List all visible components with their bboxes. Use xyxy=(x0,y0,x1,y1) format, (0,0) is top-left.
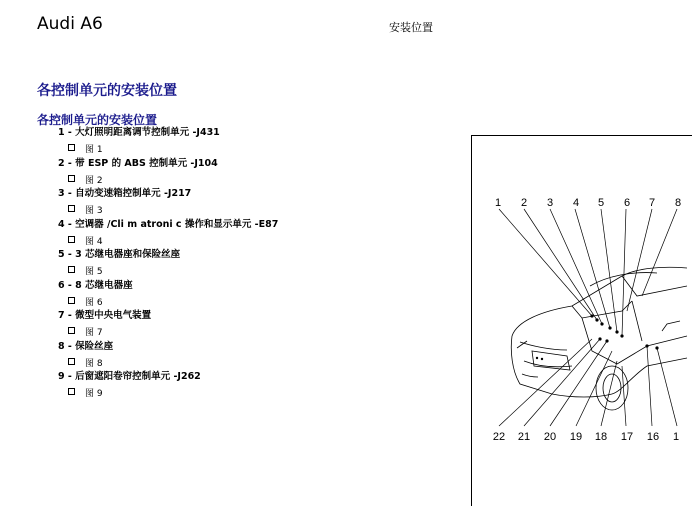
callout-label: 7 xyxy=(648,197,656,209)
car-line-drawing xyxy=(472,136,692,506)
figure-link[interactable] xyxy=(68,327,103,339)
toc-entry-link[interactable]: 3 - 自动变速箱控制单元 -J217 xyxy=(58,188,192,199)
figure-link-label: 图 2 xyxy=(85,175,103,186)
callout-label: 22 xyxy=(492,431,506,443)
toc-item xyxy=(58,280,438,311)
figure-link-label: 图 6 xyxy=(85,297,103,308)
figure-link-label: 图 1 xyxy=(85,145,103,155)
callout-label: 17 xyxy=(620,431,634,443)
bullet-square-icon xyxy=(68,175,75,182)
figure-link-label: 图 4 xyxy=(85,236,103,247)
toc-entry-link[interactable]: 6 - 8 芯继电器座 xyxy=(58,279,133,291)
figure-link[interactable] xyxy=(68,297,103,309)
toc-entry-link[interactable]: 1 - 大灯照明距离调节控制单元 -J431 xyxy=(58,127,220,138)
bullet-square-icon xyxy=(68,388,75,395)
bullet-square-icon xyxy=(68,266,75,273)
figure-link[interactable] xyxy=(68,236,103,248)
bullet-square-icon xyxy=(68,205,75,212)
toc-entry-link[interactable]: 9 - 后窗遮阳卷帘控制单元 -J262 xyxy=(58,371,201,382)
callout-label: 20 xyxy=(543,431,557,443)
document-model-header: Audi A6 xyxy=(37,14,103,34)
figure-link-label: 图 3 xyxy=(85,206,103,216)
callout-label: 16 xyxy=(646,431,660,443)
toc-item xyxy=(58,127,438,158)
bullet-square-icon xyxy=(68,297,75,304)
section-title[interactable]: 各控制单元的安装位置 xyxy=(37,113,158,127)
page-title: 各控制单元的安装位置 xyxy=(37,83,177,99)
control-unit-location-figure xyxy=(471,135,692,506)
callout-label: 18 xyxy=(594,431,608,443)
callout-label: 3 xyxy=(546,197,554,209)
toc-entry-link[interactable]: 2 - 带 ESP 的 ABS 控制单元 -J104 xyxy=(58,157,218,169)
toc-item xyxy=(58,188,438,219)
toc-list xyxy=(58,127,438,402)
bullet-square-icon xyxy=(68,236,75,243)
figure-link[interactable] xyxy=(68,358,103,370)
toc-entry-link[interactable]: 4 - 空调器 /Cli m atroni c 操作和显示单元 -E87 xyxy=(58,218,279,230)
document-section-header: 安装位置 xyxy=(389,21,433,34)
toc-item xyxy=(58,158,438,189)
figure-link-label: 图 5 xyxy=(85,267,103,277)
toc-entry-link[interactable]: 5 - 3 芯继电器座和保险丝座 xyxy=(58,249,181,260)
bullet-square-icon xyxy=(68,144,75,151)
figure-link-label: 图 8 xyxy=(85,358,103,369)
toc-entry-link[interactable]: 7 - 微型中央电气装置 xyxy=(58,310,152,321)
figure-link[interactable] xyxy=(68,266,103,278)
figure-link[interactable] xyxy=(68,205,103,217)
figure-link-label: 图 9 xyxy=(85,389,103,399)
toc-entry-link[interactable]: 8 - 保险丝座 xyxy=(58,340,114,352)
callout-label: 21 xyxy=(517,431,531,443)
callout-label: 19 xyxy=(569,431,583,443)
toc-item xyxy=(58,219,438,250)
callout-leader-lines xyxy=(499,209,677,426)
callout-label: 1 xyxy=(672,431,680,443)
toc-item xyxy=(58,341,438,372)
toc-item xyxy=(58,371,438,402)
callout-label: 2 xyxy=(520,197,528,209)
bullet-square-icon xyxy=(68,358,75,365)
toc-item xyxy=(58,310,438,341)
callout-label: 1 xyxy=(494,197,502,209)
callout-label: 5 xyxy=(597,197,605,209)
toc-item xyxy=(58,249,438,280)
figure-link[interactable] xyxy=(68,388,103,400)
figure-link[interactable] xyxy=(68,144,103,156)
callout-label: 6 xyxy=(623,197,631,209)
callout-label: 4 xyxy=(572,197,580,209)
figure-link[interactable] xyxy=(68,175,103,187)
bullet-square-icon xyxy=(68,327,75,334)
callout-label: 8 xyxy=(674,197,682,209)
figure-link-label: 图 7 xyxy=(85,328,103,338)
